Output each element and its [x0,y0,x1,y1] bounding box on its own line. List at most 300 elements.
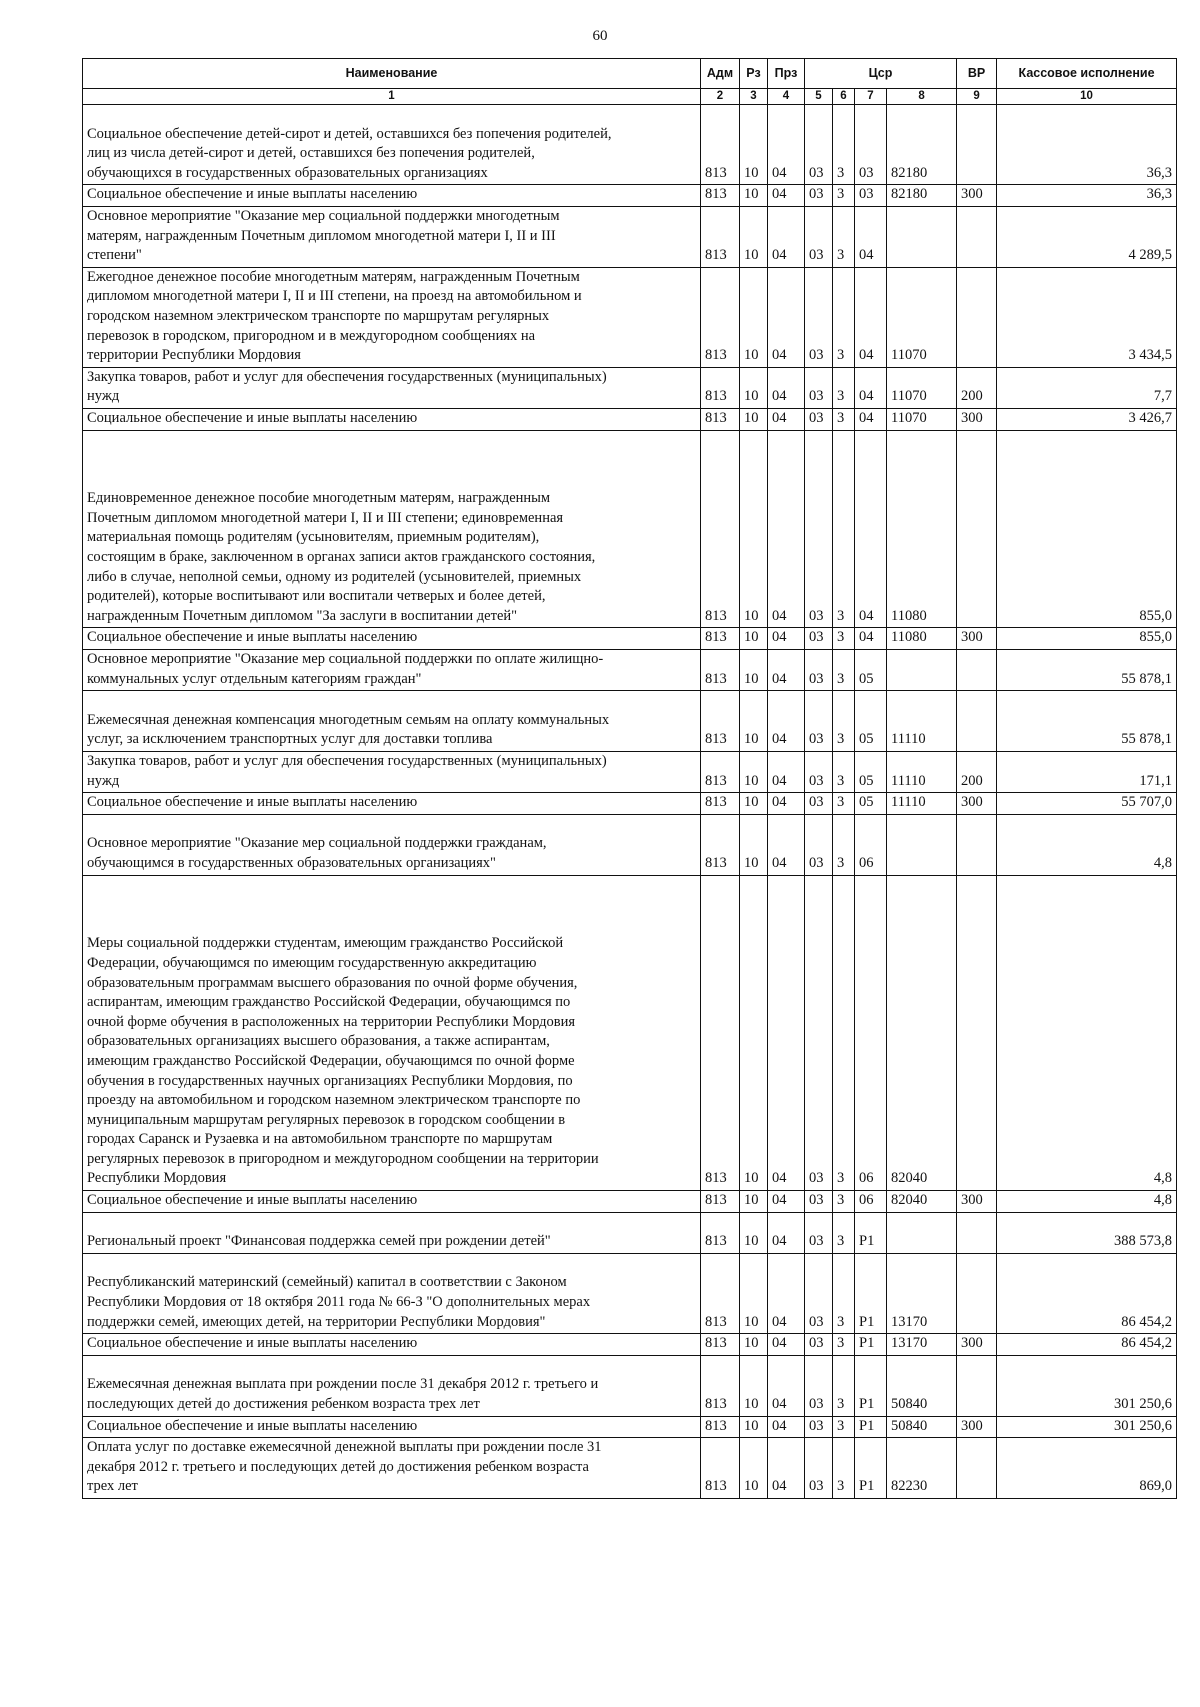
row-name-line: Социальное обеспечение и иные выплаты населению [87,409,418,426]
rz-cell: 10 [740,1355,768,1416]
column-number: 6 [833,89,855,105]
amount-cell: 3 426,7 [997,408,1177,430]
rz-cell: 10 [740,814,768,875]
csr-part-1-cell: 03 [805,752,833,793]
vr-cell [957,1212,997,1253]
vr-cell [957,650,997,691]
amount-cell: 855,0 [997,430,1177,628]
csr-part-3-cell: 03 [855,185,887,207]
row-name-line: Закупка товаров, работ и услуг для обеспечения государственных (муниципальных) [87,753,607,769]
prz-cell: 04 [768,752,805,793]
row-name-line: муниципальным маршрутам регулярных перевозок в городском сообщении в [87,1111,566,1128]
amount-cell: 36,3 [997,105,1177,185]
csr-part-1-cell: 03 [805,793,833,815]
prz-cell: 04 [768,185,805,207]
row-name-line: Меры социальной поддержки студентам, имеющим гражданство Российской [87,935,564,952]
row-name-line: Оплата услуг по доставке ежемесячной денежной выплаты при рождении после 31 [87,1439,602,1456]
csr-code-cell [887,814,957,875]
row-name-cell [83,1253,701,1333]
row-name-line: степени" [87,247,142,264]
column-number: 3 [740,89,768,105]
amount-cell: 7,7 [997,367,1177,408]
rz-cell: 10 [740,267,768,367]
amount-cell: 4,8 [997,814,1177,875]
prz-cell: 04 [768,793,805,815]
adm-cell: 813 [701,650,740,691]
csr-part-3-cell: 04 [855,628,887,650]
table-row [83,185,1177,207]
prz-cell: 04 [768,875,805,1191]
row-name-line: Ежемесячная денежная выплата при рождении после 31 декабря 2012 г. третьего и [87,1376,599,1393]
table-row [83,793,1177,815]
row-name-cell [83,185,701,207]
prz-cell: 04 [768,691,805,752]
row-name-line: Социальное обеспечение и иные выплаты населению [87,629,418,646]
csr-part-1-cell: 03 [805,367,833,408]
row-name-line: Социальное обеспечение и иные выплаты населению [87,186,418,203]
csr-part-2-cell: 3 [833,793,855,815]
row-name-line: нужд [87,772,120,789]
amount-cell: 55 707,0 [997,793,1177,815]
csr-code-cell: 11110 [887,793,957,815]
table-row [83,814,1177,875]
csr-part-1-cell: 03 [805,185,833,207]
column-number: 9 [957,89,997,105]
csr-part-3-cell: P1 [855,1416,887,1438]
row-name-line: Социальное обеспечение и иные выплаты населению [87,1335,418,1352]
csr-code-cell: 11070 [887,267,957,367]
row-name-cell [83,367,701,408]
csr-code-cell: 13170 [887,1253,957,1333]
row-name-line: образовательных организациях высшего образования, а также аспирантам, [87,1033,550,1050]
amount-cell: 4 289,5 [997,206,1177,267]
csr-part-3-cell: 04 [855,206,887,267]
column-number: 4 [768,89,805,105]
amount-cell: 55 878,1 [997,691,1177,752]
csr-part-3-cell: 06 [855,1191,887,1213]
csr-part-1-cell: 03 [805,650,833,691]
rz-cell: 10 [740,1212,768,1253]
row-name-line: образовательным программам высшего образования по очной форме обучения, [87,974,578,991]
table-row [83,752,1177,793]
table-row [83,367,1177,408]
csr-part-3-cell: 04 [855,408,887,430]
header-amount: Кассовое исполнение [997,59,1177,89]
header-rz: Рз [740,59,768,89]
row-name-line: Основное мероприятие "Оказание мер социальной поддержки гражданам, [87,835,547,852]
table-body [83,105,1177,1499]
vr-cell: 300 [957,1334,997,1356]
row-name-cell [83,628,701,650]
rz-cell: 10 [740,691,768,752]
csr-part-3-cell: 05 [855,691,887,752]
header-adm: Адм [701,59,740,89]
prz-cell: 04 [768,206,805,267]
row-name-cell [83,206,701,267]
vr-cell: 300 [957,185,997,207]
prz-cell: 04 [768,1416,805,1438]
adm-cell: 813 [701,628,740,650]
vr-cell [957,105,997,185]
row-name-line: имеющим гражданство Российской Федерации, обучающимся по очной форме [87,1052,575,1069]
row-name-line: территории Республики Мордовия [87,347,301,364]
rz-cell: 10 [740,628,768,650]
adm-cell: 813 [701,752,740,793]
table-row [83,691,1177,752]
rz-cell: 10 [740,1438,768,1499]
row-name-line: Социальное обеспечение детей-сирот и детей, оставшихся без попечения родителей, [87,125,612,142]
csr-part-2-cell: 3 [833,875,855,1191]
prz-cell: 04 [768,814,805,875]
csr-part-2-cell: 3 [833,267,855,367]
vr-cell: 300 [957,1191,997,1213]
csr-part-1-cell: 03 [805,814,833,875]
prz-cell: 04 [768,1355,805,1416]
row-name-line: либо в случае, неполной семьи, одному из родителей (усыновителей, приемных [87,568,582,585]
row-name-line: коммунальных услуг отдельным категориям граждан" [87,670,422,687]
vr-cell [957,814,997,875]
csr-code-cell [887,206,957,267]
adm-cell: 813 [701,105,740,185]
adm-cell: 813 [701,185,740,207]
row-name-cell [83,105,701,185]
csr-code-cell: 82040 [887,1191,957,1213]
row-name-line: Социальное обеспечение и иные выплаты населению [87,1192,418,1209]
csr-part-1-cell: 03 [805,1253,833,1333]
amount-cell: 4,8 [997,1191,1177,1213]
csr-part-2-cell: 3 [833,1416,855,1438]
row-name-cell [83,408,701,430]
adm-cell: 813 [701,267,740,367]
csr-part-3-cell: 05 [855,793,887,815]
amount-cell: 869,0 [997,1438,1177,1499]
rz-cell: 10 [740,105,768,185]
csr-part-3-cell: 04 [855,430,887,628]
row-name-cell [83,1355,701,1416]
row-name-line: Основное мероприятие "Оказание мер социальной поддержки многодетным [87,207,560,224]
rz-cell: 10 [740,1416,768,1438]
adm-cell: 813 [701,1438,740,1499]
row-name-line: перевозок в городском, пригородном и в междугородном сообщениях на [87,327,536,344]
column-number: 5 [805,89,833,105]
csr-part-3-cell: P1 [855,1334,887,1356]
table-header-row [83,59,1177,89]
csr-code-cell: 11070 [887,408,957,430]
adm-cell: 813 [701,1212,740,1253]
csr-part-1-cell: 03 [805,1191,833,1213]
adm-cell: 813 [701,206,740,267]
prz-cell: 04 [768,650,805,691]
table-row [83,1334,1177,1356]
adm-cell: 813 [701,691,740,752]
row-name-cell [83,1334,701,1356]
header-vr: ВР [957,59,997,89]
vr-cell: 300 [957,408,997,430]
vr-cell: 300 [957,628,997,650]
csr-part-2-cell: 3 [833,206,855,267]
vr-cell [957,430,997,628]
row-name-line: регулярных перевозок в пригородном и междугородном сообщении на территории [87,1150,599,1167]
prz-cell: 04 [768,408,805,430]
vr-cell [957,1355,997,1416]
page-number: 60 [592,28,608,44]
adm-cell: 813 [701,1253,740,1333]
csr-part-2-cell: 3 [833,814,855,875]
vr-cell [957,691,997,752]
csr-part-1-cell: 03 [805,1438,833,1499]
csr-part-3-cell: P1 [855,1212,887,1253]
rz-cell: 10 [740,1191,768,1213]
amount-cell: 388 573,8 [997,1212,1177,1253]
csr-part-3-cell: 05 [855,650,887,691]
row-name-line: награжденным Почетным дипломом "За заслуги в воспитании детей" [87,607,518,624]
row-name-cell [83,1191,701,1213]
row-name-line: лиц из числа детей-сирот и детей, оставшихся без попечения родителей, [87,145,535,162]
csr-part-2-cell: 3 [833,650,855,691]
row-name-line: трех лет [87,1478,138,1495]
row-name-line: Республики Мордовия от 18 октября 2011 года № 66-З "О дополнительных мерах [87,1294,591,1311]
amount-cell: 4,8 [997,875,1177,1191]
row-name-line: городском наземном электрическом транспорте по маршрутам регулярных [87,307,550,324]
row-name-cell [83,691,701,752]
prz-cell: 04 [768,267,805,367]
row-name-line: услуг, за исключением транспортных услуг для доставки топлива [87,731,493,748]
header-csr: Цср [805,59,957,89]
table-row [83,1191,1177,1213]
prz-cell: 04 [768,1253,805,1333]
csr-code-cell: 11080 [887,628,957,650]
csr-part-3-cell: 04 [855,367,887,408]
vr-cell [957,206,997,267]
row-name-line: Единовременное денежное пособие многодетным матерям, награжденным [87,490,551,507]
csr-part-1-cell: 03 [805,1416,833,1438]
row-name-cell [83,1438,701,1499]
rz-cell: 10 [740,875,768,1191]
adm-cell: 813 [701,430,740,628]
rz-cell: 10 [740,367,768,408]
column-number: 8 [887,89,957,105]
row-name-line: последующих детей до достижения ребенком возраста трех лет [87,1396,480,1412]
csr-part-2-cell: 3 [833,1355,855,1416]
row-name-cell [83,650,701,691]
row-name-line: городах Саранск и Рузаевка и на автомобильном транспорте по маршрутам [87,1131,553,1148]
header-prz: Прз [768,59,805,89]
csr-part-1-cell: 03 [805,105,833,185]
csr-code-cell: 11080 [887,430,957,628]
adm-cell: 813 [701,367,740,408]
table-row [83,650,1177,691]
csr-part-1-cell: 03 [805,628,833,650]
rz-cell: 10 [740,206,768,267]
vr-cell: 300 [957,1416,997,1438]
row-name-cell [83,430,701,628]
csr-part-3-cell: 06 [855,814,887,875]
column-number: 10 [997,89,1177,105]
table-row [83,1416,1177,1438]
table-row [83,628,1177,650]
row-name-line: декабря 2012 г. третьего и последующих детей до достижения ребенком возраста [87,1458,589,1475]
csr-code-cell: 13170 [887,1334,957,1356]
adm-cell: 813 [701,1191,740,1213]
csr-code-cell: 82180 [887,105,957,185]
row-name-line: поддержки семей, имеющих детей, на территории Республики Мордовия" [87,1313,546,1330]
csr-part-3-cell: 06 [855,875,887,1191]
csr-part-2-cell: 3 [833,1438,855,1499]
vr-cell [957,875,997,1191]
row-name-line: Основное мероприятие "Оказание мер социальной поддержки по оплате жилищно- [87,651,604,668]
prz-cell: 04 [768,1334,805,1356]
vr-cell: 200 [957,367,997,408]
row-name-line: Социальное обеспечение и иные выплаты населению [87,794,418,811]
prz-cell: 04 [768,105,805,185]
vr-cell [957,1438,997,1499]
csr-code-cell: 82230 [887,1438,957,1499]
table-row [83,1253,1177,1333]
csr-part-2-cell: 3 [833,430,855,628]
csr-part-1-cell: 03 [805,408,833,430]
row-name-line: Федерации, обучающимся по имеющим государственную аккредитацию [87,954,537,971]
rz-cell: 10 [740,1253,768,1333]
column-number: 1 [83,89,701,105]
rz-cell: 10 [740,430,768,628]
csr-part-2-cell: 3 [833,752,855,793]
prz-cell: 04 [768,430,805,628]
adm-cell: 813 [701,875,740,1191]
csr-part-2-cell: 3 [833,1191,855,1213]
adm-cell: 813 [701,814,740,875]
row-name-line: Республики Мордовия [87,1170,227,1187]
table-row [83,105,1177,185]
row-name-line: Закупка товаров, работ и услуг для обеспечения государственных (муниципальных) [87,368,607,385]
csr-part-1-cell: 03 [805,430,833,628]
rz-cell: 10 [740,650,768,691]
row-name-line: очной форме обучения в расположенных на территории Республики Мордовия [87,1013,576,1030]
row-name-line: Ежемесячная денежная компенсация многодетным семьям на оплату коммунальных [87,711,610,728]
csr-part-2-cell: 3 [833,105,855,185]
csr-part-3-cell: 04 [855,267,887,367]
row-name-cell [83,875,701,1191]
row-name-line: Республиканский материнский (семейный) капитал в соответствии с Законом [87,1274,567,1291]
csr-part-2-cell: 3 [833,628,855,650]
row-name-cell [83,752,701,793]
rz-cell: 10 [740,1334,768,1356]
row-name-line: родителей), которые воспитывают или воспитали четверых и более детей, [87,588,546,605]
csr-part-3-cell: 03 [855,105,887,185]
csr-part-2-cell: 3 [833,1334,855,1356]
csr-part-1-cell: 03 [805,1355,833,1416]
amount-cell: 86 454,2 [997,1334,1177,1356]
vr-cell [957,267,997,367]
csr-code-cell: 11110 [887,691,957,752]
csr-code-cell: 11070 [887,367,957,408]
csr-part-1-cell: 03 [805,691,833,752]
column-number: 7 [855,89,887,105]
rz-cell: 10 [740,185,768,207]
prz-cell: 04 [768,367,805,408]
table-row [83,875,1177,1191]
prz-cell: 04 [768,1438,805,1499]
rz-cell: 10 [740,793,768,815]
csr-code-cell: 50840 [887,1416,957,1438]
prz-cell: 04 [768,1191,805,1213]
vr-cell [957,1253,997,1333]
row-name-line: обучающимся в государственных образовательных организациях" [87,854,496,871]
row-name-line: Ежегодное денежное пособие многодетным матерям, награжденным Почетным [87,268,580,285]
row-name-cell [83,1212,701,1253]
row-name-line: дипломом многодетной матери I, II и III степени, на проезд на автомобильном и [87,288,582,305]
adm-cell: 813 [701,1355,740,1416]
amount-cell: 301 250,6 [997,1355,1177,1416]
csr-part-1-cell: 03 [805,267,833,367]
vr-cell: 300 [957,793,997,815]
csr-code-cell: 11110 [887,752,957,793]
column-number: 2 [701,89,740,105]
csr-part-3-cell: P1 [855,1438,887,1499]
amount-cell: 171,1 [997,752,1177,793]
row-name-line: состоящим в браке, заключенном в органах записи актов гражданского состояния, [87,549,596,566]
row-name-line: проезду на автомобильном и городском наземном электрическом транспорте по [87,1092,581,1109]
row-name-line: матерям, награжденным Почетным дипломом многодетной матери I, II и III [87,227,556,244]
row-name-cell [83,267,701,367]
csr-code-cell: 82040 [887,875,957,1191]
rz-cell: 10 [740,408,768,430]
row-name-line: Почетным дипломом многодетной матери I, II и III степени; единовременная [87,509,564,526]
table-row [83,206,1177,267]
row-name-cell [83,1416,701,1438]
amount-cell: 855,0 [997,628,1177,650]
amount-cell: 86 454,2 [997,1253,1177,1333]
csr-part-3-cell: P1 [855,1355,887,1416]
row-name-cell [83,814,701,875]
column-number-row [83,89,1177,105]
row-name-line: нужд [87,388,120,405]
table-row [83,1438,1177,1499]
row-name-line: аспирантам, имеющим гражданство Российской Федерации, обучающимся по [87,994,571,1011]
budget-execution-table [82,58,1177,1499]
table-row [83,1355,1177,1416]
csr-code-cell [887,1212,957,1253]
table-row [83,430,1177,628]
csr-code-cell: 82180 [887,185,957,207]
row-name-line: обучения в государственных научных организациях Республики Мордовия, по [87,1072,573,1089]
amount-cell: 3 434,5 [997,267,1177,367]
csr-part-3-cell: P1 [855,1253,887,1333]
csr-part-2-cell: 3 [833,1253,855,1333]
csr-part-1-cell: 03 [805,206,833,267]
csr-part-2-cell: 3 [833,1212,855,1253]
prz-cell: 04 [768,1212,805,1253]
csr-part-1-cell: 03 [805,1212,833,1253]
adm-cell: 813 [701,1416,740,1438]
table-row [83,267,1177,367]
csr-code-cell [887,650,957,691]
rz-cell: 10 [740,752,768,793]
csr-part-1-cell: 03 [805,1334,833,1356]
row-name-line: обучающихся в государственных образовательных организациях [87,164,488,181]
amount-cell: 301 250,6 [997,1416,1177,1438]
row-name-cell [83,793,701,815]
adm-cell: 813 [701,793,740,815]
amount-cell: 36,3 [997,185,1177,207]
csr-part-2-cell: 3 [833,691,855,752]
csr-part-2-cell: 3 [833,185,855,207]
prz-cell: 04 [768,628,805,650]
row-name-line: Региональный проект "Финансовая поддержка семей при рождении детей" [87,1233,551,1250]
header-name: Наименование [83,59,701,89]
row-name-line: Социальное обеспечение и иные выплаты населению [87,1417,418,1434]
csr-part-3-cell: 05 [855,752,887,793]
row-name-line: материальная помощь родителям (усыновителям, приемным родителям), [87,529,540,546]
